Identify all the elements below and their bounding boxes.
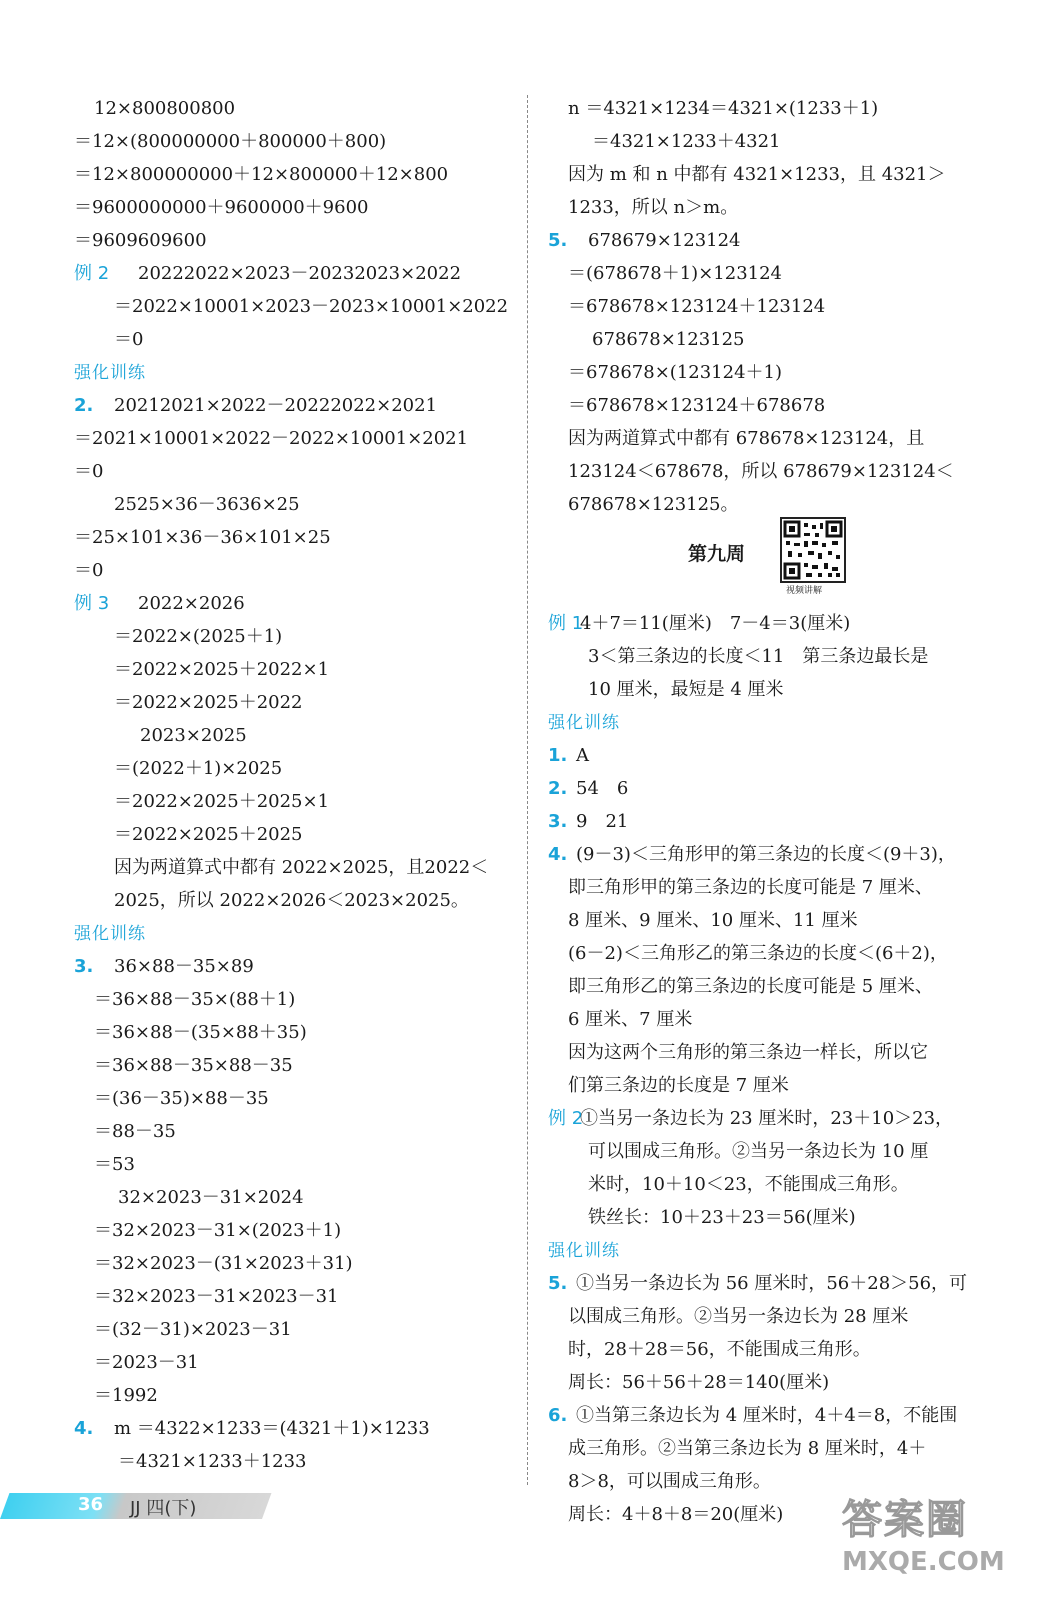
text-line [74,290,514,323]
line-text: 以围成三角形。②当另一条边长为 28 厘米 [568,1306,909,1327]
text-line [548,158,998,191]
text-line [548,640,998,673]
text-line [548,937,998,970]
line-text: (6－2)＜三角形乙的第三条边的长度＜(6＋2)， [568,943,948,964]
line-text: ＝36×88－35×88－35 [94,1055,293,1076]
question-number: 4. [548,844,568,865]
question-number: 1. [548,745,568,766]
question-number: 5. [548,1273,568,1294]
line-text: 周长：4＋8＋8＝20(厘米) [568,1504,784,1525]
example-label: 例 2 [74,263,110,284]
question-number: 2. [548,778,568,799]
page-footer [0,1487,262,1527]
week-title: 第九周 [688,543,746,565]
text-line [548,191,998,224]
line-text: ＝678678×123124＋678678 [568,395,826,416]
section-heading-text: 强化训练 [74,363,146,383]
text-line [74,1049,514,1082]
line-text: 1233，所以 n＞m。 [568,197,739,218]
watermark-logo [842,1488,1020,1588]
line-text: 678679×123124 [588,230,741,251]
right-column-top [548,92,998,521]
text-line [548,1102,998,1135]
line-text: 3＜第三条边的长度＜11 第三条边最长是 [588,646,929,667]
line-text: 铁丝长：10＋23＋23＝56(厘米) [588,1207,856,1228]
text-line [548,739,998,772]
text-line [548,290,998,323]
text-line [548,356,998,389]
line-text: ＝0 [74,560,104,581]
text-line [74,1082,514,1115]
line-text: ＝1992 [94,1385,158,1406]
line-text: 6 厘米、7 厘米 [568,1009,693,1030]
line-text: 2025，所以 2022×2026＜2023×2025。 [114,890,469,911]
text-line [74,785,514,818]
text-line [74,158,514,191]
text-line [74,587,514,620]
line-text: 因为这两个三角形的第三条边一样长，所以它 [568,1042,928,1063]
text-line [74,653,514,686]
line-text: 54 6 [576,778,629,799]
text-line [548,257,998,290]
text-line [74,488,514,521]
text-line [74,1214,514,1247]
example-label: 例 1 [548,613,584,634]
line-text: 8 厘米、9 厘米、10 厘米、11 厘米 [568,910,858,931]
line-text: ＝2022×2025＋2025×1 [114,791,330,812]
example-label: 例 3 [74,593,110,614]
text-line [548,772,998,805]
question-number: 6. [548,1405,568,1426]
right-column-bottom [548,607,998,1531]
watermark-line2: MXQE.COM [842,1547,1005,1577]
line-text: 即三角形乙的第三条边的长度可能是 5 厘米、 [568,976,933,997]
line-text: 10 厘米，最短是 4 厘米 [588,679,784,700]
text-line [548,904,998,937]
line-text: ＝678678×(123124＋1) [568,362,783,383]
left-column [74,92,514,1478]
line-text: 即三角形甲的第三条边的长度可能是 7 厘米、 [568,877,933,898]
line-text: ＝(2022＋1)×2025 [114,758,283,779]
text-line [548,1036,998,1069]
line-text: 20222022×2023－20232023×2022 [138,263,462,284]
question-number: 5. [548,230,568,251]
line-text: 678678×123125。 [568,494,739,515]
text-line [548,805,998,838]
text-line [548,607,998,640]
watermark-line1: 答案圈 [842,1497,968,1543]
line-text: ＝2021×10001×2022－2022×10001×2021 [74,428,469,449]
example-label: 例 2 [548,1108,584,1129]
line-text: 因为 m 和 n 中都有 4321×1233，且 4321＞ [568,164,946,185]
text-line [548,389,998,422]
line-text: 8＞8，可以围成三角形。 [568,1471,771,1492]
line-text: 36×88－35×89 [114,956,254,977]
text-line [74,125,514,158]
section-heading-text: 强化训练 [548,713,620,733]
grade-label: JJ 四(下) [130,1498,197,1519]
line-text: 因为两道算式中都有 678678×123124，且 [568,428,925,449]
text-line [74,92,514,125]
line-text: ＝9609609600 [74,230,207,251]
line-text: 们第三条边的长度是 7 厘米 [568,1075,789,1096]
text-line [74,686,514,719]
question-number: 3. [548,811,568,832]
line-text: ＝2022×2025＋2022×1 [114,659,330,680]
line-text: ＝9600000000＋9600000＋9600 [74,197,369,218]
line-text: ＝36×88－35×(88＋1) [94,989,296,1010]
text-line [74,818,514,851]
line-text: ＝32×2023－(31×2023＋31) [94,1253,353,1274]
text-line [548,1333,998,1366]
line-text: 4＋7＝11(厘米) 7－4＝3(厘米) [580,613,851,634]
section-heading [548,1234,998,1267]
text-line [548,323,998,356]
text-line [74,455,514,488]
text-line [74,1016,514,1049]
column-divider [527,95,528,1485]
text-line [74,1379,514,1412]
line-text: 678678×123125 [592,329,745,350]
section-heading [548,706,998,739]
text-line [74,752,514,785]
line-text: ＝32×2023－31×2023－31 [94,1286,339,1307]
page-number: 36 [78,1494,104,1515]
line-text: 2525×36－3636×25 [114,494,300,515]
text-line [74,323,514,356]
text-line [548,838,998,871]
section-heading [74,356,514,389]
line-text: (9－3)＜三角形甲的第三条边的长度＜(9＋3)， [576,844,956,865]
section-heading-text: 强化训练 [74,924,146,944]
line-text: ＝4321×1233＋4321 [592,131,781,152]
text-line [74,950,514,983]
line-text: 因为两道算式中都有 2022×2025，且2022＜ [114,857,489,878]
text-line [548,125,998,158]
text-line [74,1412,514,1445]
line-text: ＝2022×(2025＋1) [114,626,283,647]
text-line [548,1003,998,1036]
text-line [548,455,998,488]
text-line [74,851,514,884]
line-text: 可以围成三角形。②当另一条边长为 10 厘 [588,1141,929,1162]
line-text: ＝88－35 [94,1121,176,1142]
text-line [74,1115,514,1148]
text-line [74,620,514,653]
line-text: 时，28＋28＝56，不能围成三角形。 [568,1339,871,1360]
line-text: ＝0 [74,461,104,482]
text-line [548,1366,998,1399]
line-text: ＝2022×2025＋2025 [114,824,303,845]
question-number: 2. [74,395,94,416]
line-text: ＝2022×2025＋2022 [114,692,303,713]
line-text: 成三角形。②当第三条边长为 8 厘米时，4＋ [568,1438,927,1459]
line-text: ＝(36－35)×88－35 [94,1088,269,1109]
section-heading-text: 强化训练 [548,1241,620,1261]
text-line [74,884,514,917]
line-text: ＝32×2023－31×(2023＋1) [94,1220,342,1241]
text-line [74,257,514,290]
text-line [548,1069,998,1102]
line-text: ＝2022×10001×2023－2023×10001×2022 [114,296,509,317]
text-line [74,1181,514,1214]
line-text: 20212021×2022－20222022×2021 [114,395,438,416]
text-line [548,92,998,125]
text-line [74,1247,514,1280]
text-line [548,1201,998,1234]
text-line [548,1267,998,1300]
text-line [74,422,514,455]
text-line [548,1135,998,1168]
line-text: ＝2023－31 [94,1352,199,1373]
line-text: 9 21 [576,811,629,832]
line-text: ＝678678×123124＋123124 [568,296,826,317]
section-heading [74,917,514,950]
line-text: ＝12×800000000＋12×800000＋12×800 [74,164,449,185]
text-line [548,1168,998,1201]
line-text: ＝25×101×36－36×101×25 [74,527,331,548]
line-text: A [576,745,589,766]
text-line [74,224,514,257]
text-line [74,1148,514,1181]
line-text: ＝36×88－(35×88＋35) [94,1022,307,1043]
text-line [548,224,998,257]
text-line [74,719,514,752]
qr-code-icon[interactable] [780,517,846,583]
text-line [548,488,998,521]
line-text: 2023×2025 [140,725,247,746]
text-line [548,970,998,1003]
text-line [548,1300,998,1333]
text-line [74,1346,514,1379]
text-line [548,673,998,706]
line-text: ＝4321×1233＋1233 [118,1451,307,1472]
line-text: 12×800800800 [94,98,236,119]
line-text: ①当另一条边长为 23 厘米时，23＋10＞23， [580,1108,954,1129]
question-number: 3. [74,956,94,977]
question-number: 4. [74,1418,94,1439]
line-text: ＝(678678＋1)×123124 [568,263,783,284]
text-line [74,521,514,554]
line-text: 周长：56＋56＋28＝140(厘米) [568,1372,830,1393]
text-line [74,554,514,587]
text-line [74,1313,514,1346]
line-text: ①当另一条边长为 56 厘米时，56＋28＞56，可 [576,1273,968,1294]
line-text: ＝12×(800000000＋800000＋800) [74,131,387,152]
text-line [548,1399,998,1432]
text-line [74,983,514,1016]
line-text: ＝(32－31)×2023－31 [94,1319,292,1340]
text-line [548,1432,998,1465]
line-text: 2022×2026 [138,593,245,614]
week-header [548,521,998,607]
text-line [74,1445,514,1478]
line-text: n ＝4321×1234＝4321×(1233＋1) [568,98,879,119]
line-text: 米时，10＋10＜23，不能围成三角形。 [588,1174,909,1195]
line-text: ①当第三条边长为 4 厘米时，4＋4＝8，不能围 [576,1405,958,1426]
text-line [74,389,514,422]
line-text: m ＝4322×1233＝(4321＋1)×1233 [114,1418,430,1439]
qr-caption: 视频讲解 [786,586,823,596]
text-line [74,191,514,224]
line-text: ＝53 [94,1154,135,1175]
right-column [548,92,998,1531]
text-line [548,422,998,455]
line-text: ＝0 [114,329,144,350]
line-text: 123124＜678678，所以 678679×123124＜ [568,461,954,482]
text-line [548,871,998,904]
line-text: 32×2023－31×2024 [118,1187,304,1208]
text-line [74,1280,514,1313]
